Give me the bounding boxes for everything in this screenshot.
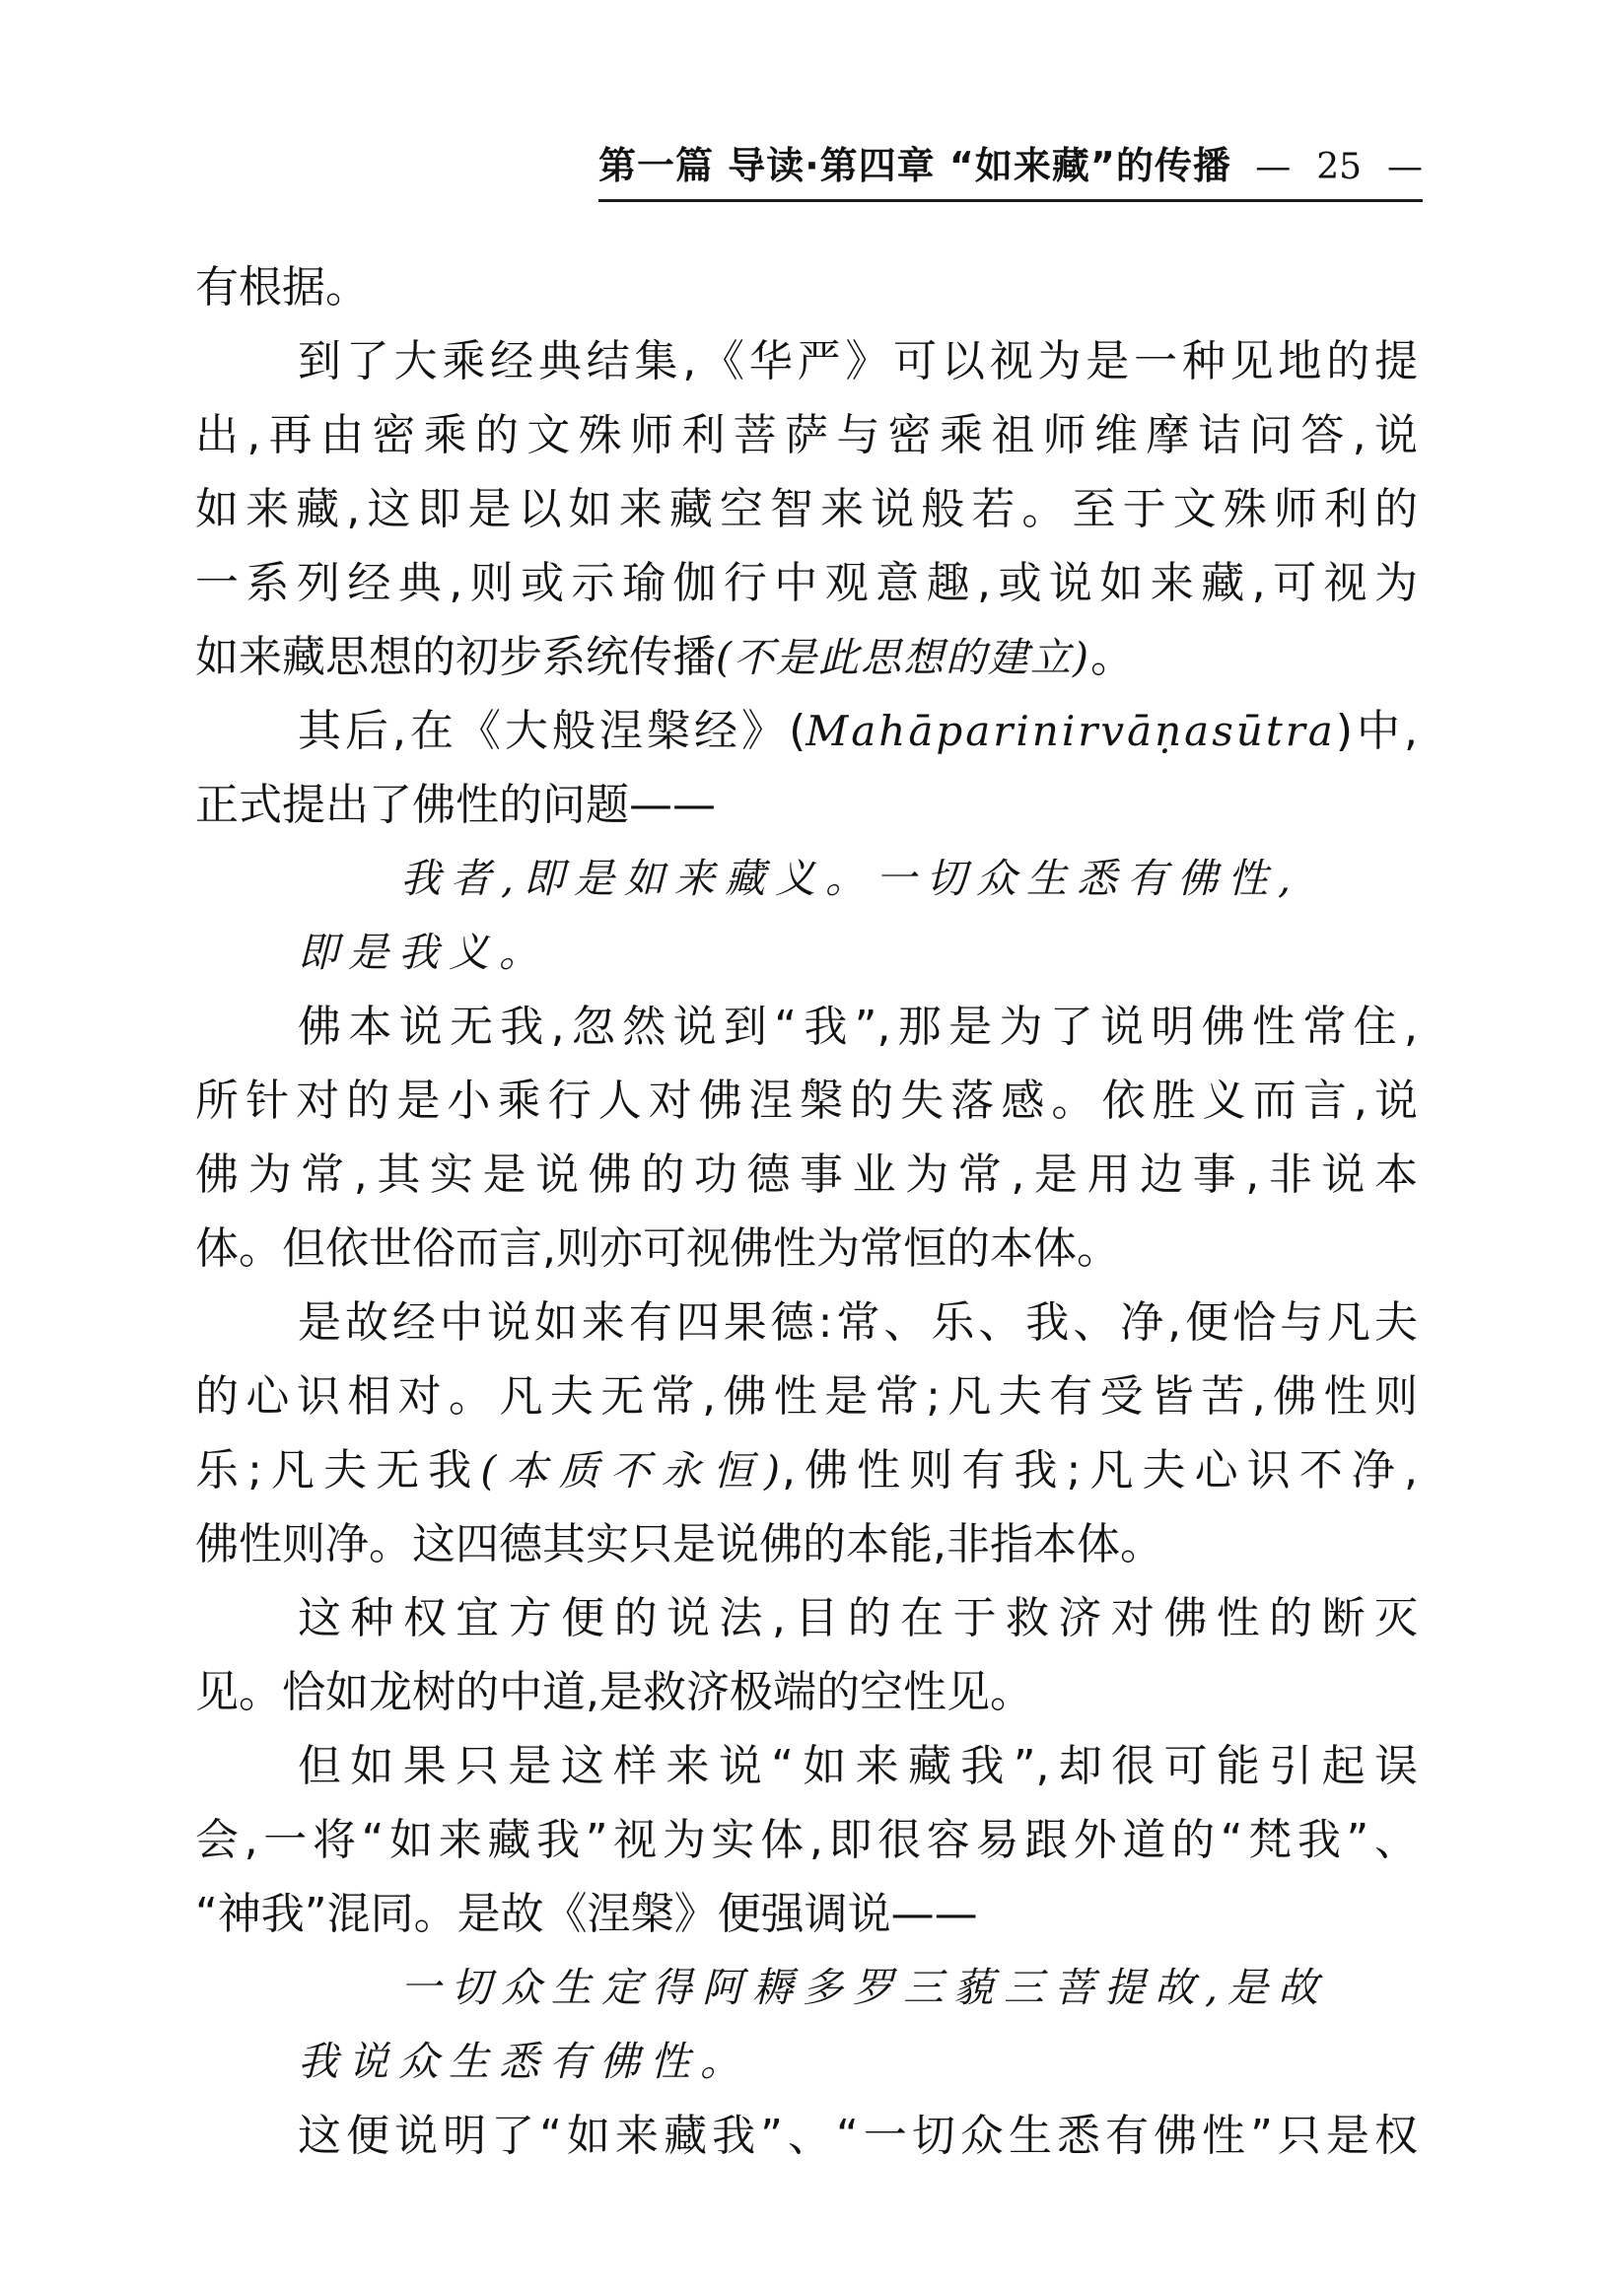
text-line [195,546,1418,620]
page-number-dash-right: — [1387,147,1423,187]
text-segment: 正式提出了佛性的问题—— [195,780,716,830]
text-segment: 有根据。 [195,262,369,313]
text-segment: 一切众生定得阿耨多罗三藐三菩提故,是故 [400,1964,1329,2011]
text-line [195,1433,1418,1507]
text-segment: 我说众生悉有佛性。 [298,2038,750,2085]
text-line [195,1064,1418,1138]
text-segment: 如来藏思想的初步系统传播 [195,632,716,682]
text-line [195,768,1418,842]
text-line [195,472,1418,546]
page-number-dash-left: — [1255,147,1292,187]
text-line [195,1507,1418,1581]
text-segment: 但如果只是这样来说“如来藏我”,却很可能引起误 [298,1741,1418,1791]
text-line [195,1877,1418,1951]
text-line [195,694,1418,768]
page-number-group [1255,146,1423,189]
text-segment: 其后,在《大般涅槃经》( [298,706,806,756]
text-line [195,842,1418,916]
text-line [195,2025,1418,2099]
text-segment: )中, [1335,706,1418,756]
text-segment: 佛本说无我,忽然说到“我”,那是为了说明佛性常住, [298,1002,1418,1052]
page-number: 25 [1316,147,1362,187]
text-segment: 见。恰如龙树的中道,是救济极端的空性见。 [195,1667,1033,1717]
text-line [195,250,1418,324]
text-line [195,916,1418,990]
text-segment: 这便说明了“如来藏我”、“一切众生悉有佛性”只是权 [298,2111,1418,2161]
text-segment: 是故经中说如来有四果德:常、乐、我、净,便恰与凡夫 [298,1297,1418,1348]
text-line [195,2099,1418,2173]
text-segment: ,佛性则有我;凡夫心识不净, [781,1445,1418,1496]
text-line [195,1803,1418,1877]
text-line [195,1581,1418,1655]
text-segment: 佛为常,其实是说佛的功德事业为常,是用边事,非说本 [195,1149,1418,1200]
text-segment: (本质不永恒) [480,1447,782,1495]
text-segment: “神我”混同。是故《涅槃》便强调说—— [195,1889,978,1939]
text-segment: 即是我义。 [298,929,549,976]
body-text [195,250,1418,2173]
text-line [195,990,1418,1064]
text-segment: 会,一将“如来藏我”视为实体,即很容易跟外道的“梵我”、 [195,1815,1418,1865]
text-line [195,1655,1418,1729]
text-segment: (不是此思想的建立) [716,634,1090,681]
text-segment: 到了大乘经典结集,《华严》可以视为是一种见地的提 [298,336,1418,386]
text-segment: 一系列经典,则或示瑜伽行中观意趣,或说如来藏,可视为 [195,558,1418,608]
text-segment: 佛性则净。这四德其实只是说佛的本能,非指本体。 [195,1519,1163,1569]
text-segment: 的心识相对。凡夫无常,佛性是常;凡夫有受皆苦,佛性则 [195,1371,1418,1422]
text-segment: 体。但依世俗而言,则亦可视佛性为常恒的本体。 [195,1223,1120,1274]
sutra-latin-title: Mahāparinirvāṇasūtra [806,707,1336,755]
text-line [195,1951,1418,2025]
text-line [195,398,1418,472]
text-line [195,1286,1418,1359]
text-line [195,1138,1418,1212]
text-segment: 乐;凡夫无我 [195,1445,481,1496]
text-segment: 如来藏,这即是以如来藏空智来说般若。至于文殊师利的 [195,484,1418,534]
text-segment: 出,再由密乘的文殊师利菩萨与密乘祖师维摩诘问答,说 [195,410,1418,460]
text-segment: 所针对的是小乘行人对佛涅槃的失落感。依胜义而言,说 [195,1076,1418,1126]
text-segment: 这种权宜方便的说法,目的在于救济对佛性的断灭 [298,1593,1418,1643]
text-line [195,620,1418,694]
text-segment: 。 [1090,632,1134,682]
text-line [195,1359,1418,1433]
text-segment: 我者,即是如来藏义。一切众生悉有佛性, [400,855,1301,902]
text-line [195,1212,1418,1286]
text-line [195,1729,1418,1803]
running-head [598,144,1423,202]
running-head-title: 第一篇 导读·第四章 “如来藏”的传播 [598,144,1231,187]
text-line [195,324,1418,398]
